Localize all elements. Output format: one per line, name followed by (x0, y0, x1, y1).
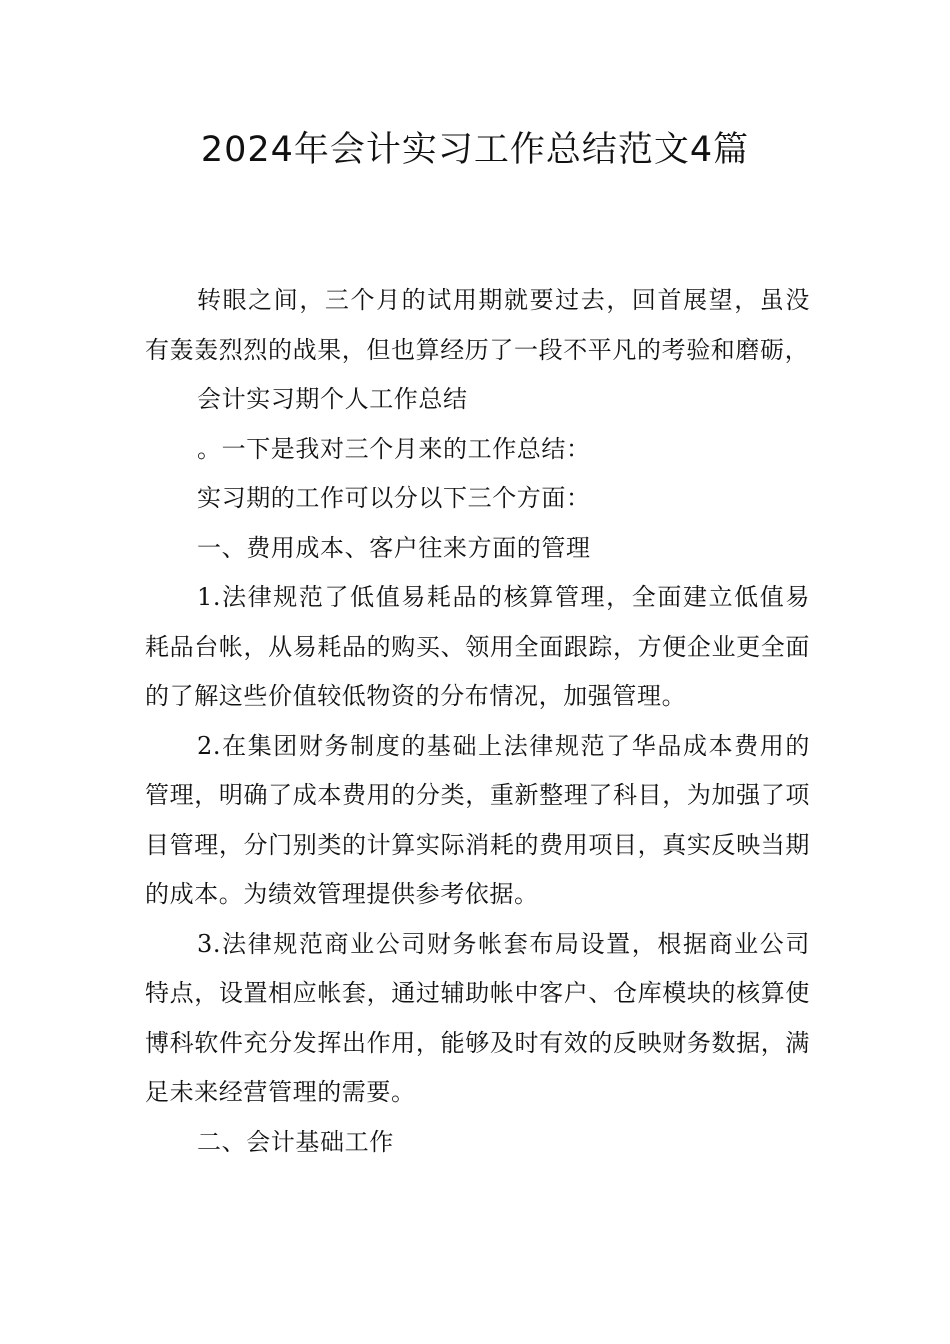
document-body (145, 276, 810, 1167)
paragraph-item-3: 3.法律规范商业公司财务帐套布局设置，根据商业公司特点，设置相应帐套，通过辅助帐中客户、仓库模块的核算使博科软件充分发挥出作用，能够及时有效的反映财务数据，满足未来经营管理的需要。 (145, 929, 810, 1106)
paragraph-subtitle: 会计实习期个人工作总结 (197, 385, 468, 413)
paragraph-item-2: 2.在集团财务制度的基础上法律规范了华品成本费用的管理，明确了成本费用的分类，重新整理了科目，为加强了项目管理，分门别类的计算实际消耗的费用项目，真实反映当期的成本。为绩效管理提供参考依据。 (145, 731, 810, 908)
paragraph-item-1: 1.法律规范了低值易耗品的核算管理，全面建立低值易耗品台帐，从易耗品的购买、领用全面跟踪，方便企业更全面的了解这些价值较低物资的分布情况，加强管理。 (145, 583, 810, 710)
paragraph-aspects-lead: 实习期的工作可以分以下三个方面： (197, 484, 591, 512)
document-title: 2024年会计实习工作总结范文4篇 (200, 130, 750, 170)
section-heading-2: 二、会计基础工作 (197, 1127, 394, 1156)
paragraph-intro: 转眼之间，三个月的试用期就要过去，回首展望，虽没有轰轰烈烈的战果，但也算经历了一段不平凡的考验和磨砺， (145, 286, 810, 364)
paragraph-summary-lead: 。一下是我对三个月来的工作总结： (197, 434, 591, 463)
section-heading-1: 一、费用成本、客户往来方面的管理 (197, 533, 591, 562)
